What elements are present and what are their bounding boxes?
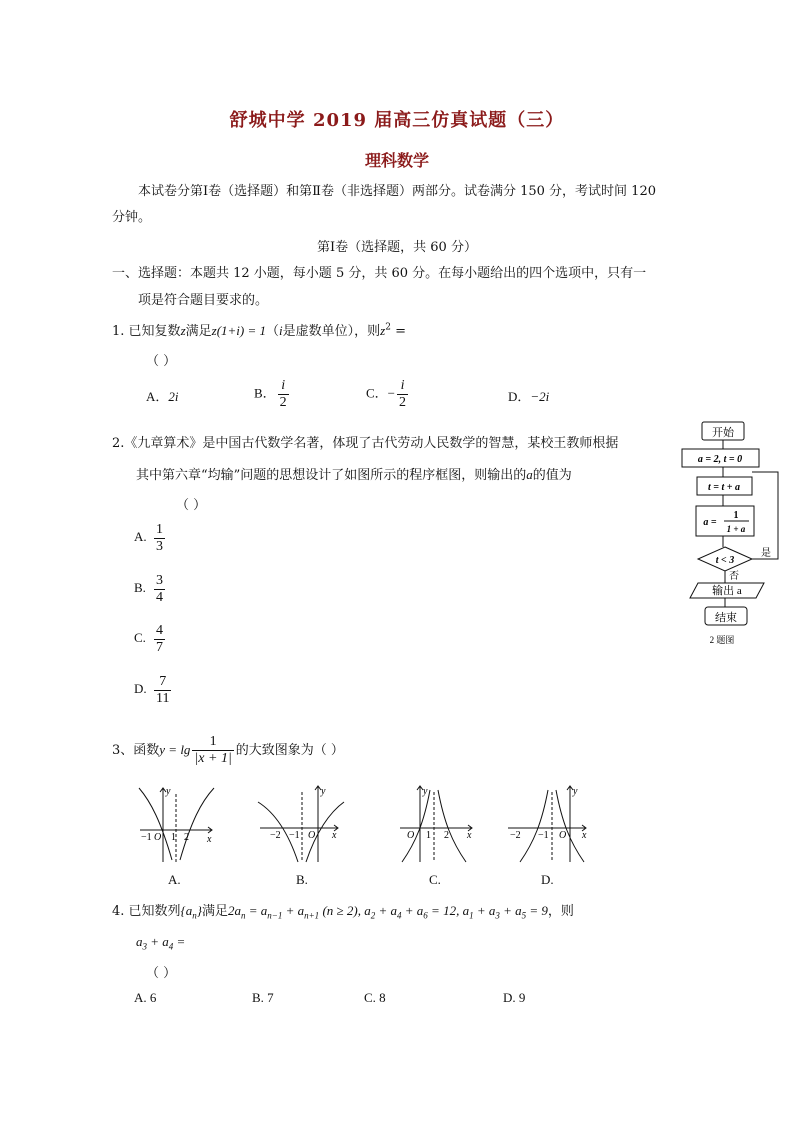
q4-cond-4: (n ≥ 2), a (319, 903, 371, 918)
q4-sub-n: n (240, 910, 246, 921)
flow-no-label: 否 (729, 571, 739, 582)
q3-text-2: 的大致图象为（ ） (235, 743, 344, 758)
q1-option-a-value: 2i (168, 389, 179, 404)
q4-answer-blank: （ ） (146, 966, 177, 981)
q1-text-1: 已知复数 (128, 324, 181, 339)
q2-option-c (134, 623, 167, 656)
q4-sub-6: 6 (423, 910, 428, 921)
flow-start-text: 开始 (712, 427, 734, 439)
q1-option-d (508, 386, 549, 405)
q1-option-c-label: C．− (366, 385, 396, 401)
q1-option-b-den: 2 (279, 395, 287, 410)
q3-option-b-label: B. (296, 872, 308, 887)
q4-text-1: 4. 已知数列 (112, 904, 181, 919)
intro-line-2: 分钟。 (112, 210, 152, 225)
q2-option-a-label: A. (134, 529, 147, 545)
q2-option-d-den: 11 (156, 691, 170, 706)
flow-step2-num: 1 (733, 510, 739, 521)
q1-option-d-value: −2i (530, 389, 550, 404)
q3-expression: y = lg (159, 742, 191, 757)
flow-caption: 2 题图 (709, 635, 735, 645)
q2-var-a: a (526, 467, 533, 482)
q4-sub-2: 2 (370, 910, 376, 921)
q1-answer-blank: （ ） (146, 354, 177, 369)
q1-equals: = (395, 324, 407, 339)
q1-option-b-label: B． (254, 385, 276, 401)
q1-text-2: 满足 (185, 324, 212, 339)
flow-end-text: 结束 (715, 612, 737, 624)
flow-step2-den: 1 + a (726, 524, 746, 534)
instructions-line-2: 项是符合题目要求的。 (138, 293, 269, 308)
q3-num: 1 (192, 734, 233, 751)
q4-sub-3: 3 (495, 910, 500, 921)
graph-a-right-branch (180, 788, 214, 860)
q2-option-a (134, 522, 167, 555)
q2-answer-blank: （ ） (176, 498, 207, 513)
q2-option-b-num: 3 (156, 573, 163, 588)
graph-c-origin: O (407, 830, 415, 841)
q1-var-z2: z (380, 323, 386, 338)
question-1-stem (112, 320, 406, 339)
q1-option-a (146, 386, 179, 405)
intro-line-1: 本试卷分第Ⅰ卷（选择题）和第Ⅱ卷（非选择题）两部分。试卷满分 150 分，考试时间 120 (138, 184, 656, 199)
q2-flowchart (672, 420, 788, 650)
q1-var-z: z (180, 323, 186, 338)
q4-option-d: D. 9 (503, 990, 526, 1005)
q4-cond-2: = a (245, 903, 268, 918)
q4-ask-1: a (136, 934, 143, 949)
part1-heading: 第Ⅰ卷（选择题，共 60 分） (317, 240, 477, 255)
instructions-line-1: 一、选择题：本题共 12 小题，每小题 5 分，共 60 分。在每小题给出的四个选项中，只有一 (112, 266, 647, 281)
q3-text-1: 3、函数 (112, 743, 160, 758)
q4-cond-10: = 9 (526, 903, 548, 918)
q4-text-3: ，则 (547, 904, 574, 919)
graph-d-left-branch (520, 790, 548, 862)
graph-d-tick-minus1: −1 (538, 830, 549, 841)
graph-a-y-label: y (166, 786, 171, 797)
q4-ask-sub-4: 4 (168, 941, 174, 952)
q4-cond-6: + a (401, 903, 424, 918)
graph-b-origin: O (308, 830, 316, 841)
graph-a-tick-1: 1 (171, 832, 176, 843)
q2-option-b-den: 4 (156, 590, 163, 605)
q1-var-i: i (279, 323, 283, 338)
graph-d-y-label: y (573, 786, 578, 797)
q4-stem (112, 900, 574, 921)
q4-text-2: 满足 (201, 904, 228, 919)
q4-ask-sub-3: 3 (142, 941, 147, 952)
graph-b-tick-minus2: −2 (270, 830, 281, 841)
q1-option-c-den: 2 (399, 395, 407, 410)
q2-option-d-label: D. (134, 681, 147, 697)
q2-option-a-num: 1 (156, 522, 163, 537)
q2-option-d-num: 7 (154, 674, 171, 691)
q2-option-c-den: 7 (156, 640, 163, 655)
q4-sub-4: 4 (397, 910, 402, 921)
flow-step2-lhs: a = (703, 517, 717, 528)
q3-graph-b (256, 782, 346, 864)
q1-option-b-num: i (278, 378, 289, 395)
graph-b-tick-minus1: −1 (289, 830, 300, 841)
flow-step1-text: t = t + a (708, 482, 740, 493)
q4-option-a: A. 6 (134, 990, 157, 1005)
q1-text-3: （ (266, 324, 280, 339)
graph-a-tick-2: 2 (184, 832, 189, 843)
graph-a-left-branch (139, 788, 172, 860)
q2-option-d (134, 674, 173, 707)
graph-c-y-label: y (423, 786, 428, 797)
q4-ask-3: = (173, 934, 186, 949)
graph-d-x-label: x (582, 830, 587, 841)
q4-cond-9: + a (499, 903, 522, 918)
q4-ask-2: + a (147, 934, 169, 949)
q4-seq: {a (180, 903, 193, 918)
q3-option-d-label: D. (541, 872, 554, 887)
flow-yes-label: 是 (761, 548, 771, 559)
graph-a-origin: O (154, 832, 162, 843)
page-title: 舒城中学 2019 届高三仿真试题（三） (229, 110, 565, 131)
q4-cond-8: + a (473, 903, 496, 918)
graph-b-x-label: x (332, 830, 337, 841)
q1-option-a-label: A． (146, 389, 169, 404)
graph-c-x-label: x (467, 830, 472, 841)
graph-c-left-branch (402, 790, 430, 862)
flow-init-text: a = 2, t = 0 (697, 454, 743, 465)
q2-line-2b: 的值为 (532, 468, 572, 483)
q2-line-2 (136, 464, 572, 483)
graph-c-tick-2: 2 (444, 830, 449, 841)
q2-option-c-label: C. (134, 630, 146, 646)
flow-condition-text: t < 3 (715, 555, 735, 566)
q2-option-b (134, 573, 167, 606)
q4-cond-1: 2a (227, 903, 241, 918)
q4-cond-3: + a (282, 903, 305, 918)
q4-option-c: C. 8 (364, 990, 386, 1005)
graph-a-x-label: x (207, 834, 212, 845)
q2-option-b-label: B. (134, 580, 146, 596)
q1-sup: 2 (385, 322, 391, 333)
q3-stem (112, 734, 344, 767)
page-subtitle: 理科数学 (364, 151, 429, 170)
q1-number: 1. (112, 324, 125, 339)
q4-option-b: B. 7 (252, 990, 274, 1005)
flow-loop-arrow (752, 472, 778, 559)
q3-den: |x + 1| (194, 751, 232, 766)
graph-d-tick-minus2: −2 (510, 830, 521, 841)
q1-option-b (254, 378, 291, 411)
q3-option-c-label: C. (429, 872, 441, 887)
q3-graph-a (136, 782, 218, 864)
q2-option-a-den: 3 (156, 539, 163, 554)
graph-b-y-label: y (321, 786, 326, 797)
q1-text-4: 是虚数单位），则 (282, 324, 381, 339)
q4-sub-1: 1 (469, 910, 474, 921)
q2-line-2a: 其中第六章“均输”问题的思想设计了如图所示的程序框图，则输出的 (136, 468, 527, 483)
q1-option-c-num: i (397, 378, 408, 395)
graph-c-tick-1: 1 (426, 830, 431, 841)
q2-option-c-num: 4 (156, 623, 163, 638)
graph-a-tick-minus1: −1 (141, 832, 152, 843)
q1-expression: z(1+i) = 1 (211, 323, 267, 338)
q4-ask (136, 934, 185, 952)
q4-sub-np1: n+1 (304, 910, 320, 921)
q4-cond-7: = 12, a (427, 903, 470, 918)
q4-seq-end: } (196, 903, 202, 918)
q3-graph-c (396, 782, 478, 864)
q3-graph-d (504, 782, 594, 864)
q2-line-1: 2.《九章算术》是中国古代数学名著，体现了古代劳动人民数学的智慧，某校王教师根据 (112, 436, 619, 451)
q1-option-d-label: D． (508, 389, 531, 404)
q4-seq-sub: n (192, 910, 197, 921)
graph-c-right-branch (438, 790, 466, 862)
flow-output-text: 输出 a (712, 585, 742, 597)
graph-d-origin: O (559, 830, 567, 841)
q4-sub-nm1: n−1 (267, 910, 283, 921)
q4-sub-5: 5 (521, 910, 527, 921)
q3-option-a-label: A. (168, 872, 181, 887)
q4-cond-5: + a (375, 903, 398, 918)
q1-option-c (366, 378, 410, 411)
